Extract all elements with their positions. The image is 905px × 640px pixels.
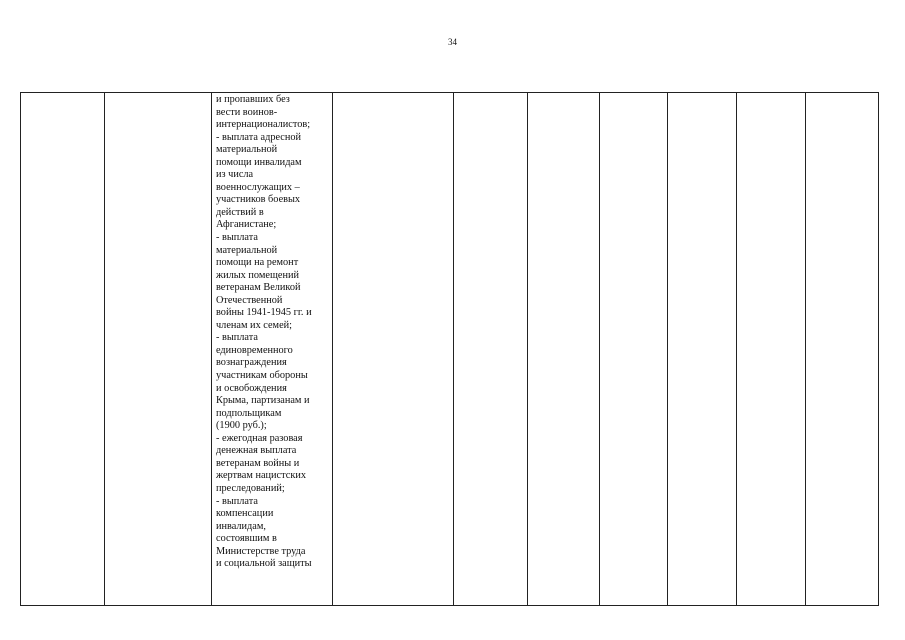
table-cell-5 [454, 93, 528, 606]
table-cell-8 [668, 93, 737, 606]
page-number: 34 [448, 37, 457, 47]
table-cell-6 [528, 93, 600, 606]
table-cell-7 [600, 93, 668, 606]
table-row [21, 93, 879, 606]
table-cell-9 [737, 93, 806, 606]
table-cell-4 [333, 93, 454, 606]
table-cell-3 [212, 93, 333, 606]
table-cell-1 [21, 93, 105, 606]
measures-list-text: и пропавших без вести воинов- интернационалистов; - выплата адресной материальной помощи инвалидам из числа военнослужащих – участников боевых действий в Афганистане; - выплата материальной помощи на ремонт жилых помещений ветеранам Великой Отечественной войны 1941-1945 гг. и членам их семей; - выплата единовременного вознаграждения участникам обороны и освобождения Крыма, партизанам и подпольщикам (1900 руб.); - ежегодная разовая денежная выплата ветеранам войны и жертвам нацистских преследований; - выплата компенсации инвалидам, состоявшим в Министерстве труда и социальной защиты [216, 94, 312, 570]
table-cell-10 [806, 93, 879, 606]
table-cell-2 [105, 93, 212, 606]
document-table [20, 92, 879, 606]
